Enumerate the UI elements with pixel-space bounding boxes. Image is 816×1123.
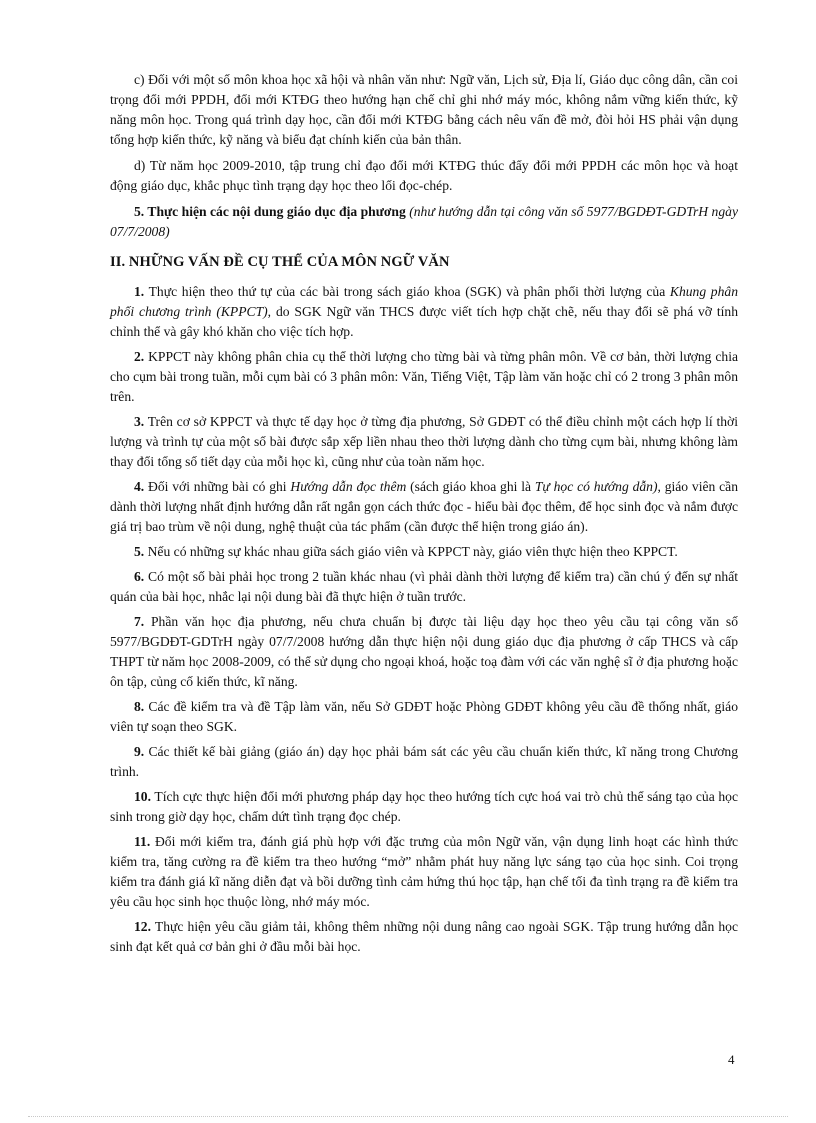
list-item: [110, 832, 738, 912]
list-item-text: KPPCT này không phân chia cụ thể thời lượng cho từng bài và từng phân môn. Về cơ bản, thời lượng chia cho cụm bài trong tuần, mỗi cụm bài có 3 phân môn: Văn, Tiếng Việt, Tập làm văn hoặc chỉ có 2 trong 3 phân môn trên.: [110, 349, 739, 404]
item-5-reference: (như hướng dẫn tại công văn số 5977/BGDĐT-GDTrH ngày 07/7/2008): [110, 204, 738, 239]
list-item-number: 4.: [134, 479, 145, 494]
section-title: II. NHỮNG VẤN ĐỀ CỤ THỂ CỦA MÔN NGỮ VĂN: [110, 254, 450, 270]
list-item-number: 9.: [134, 744, 145, 759]
list-item-number: 6.: [134, 569, 145, 584]
list-item-text: Có một số bài phải học trong 2 tuần khác nhau (vì phải dành thời lượng để kiểm tra) cần chú ý đến sự nhất quán của bài học, nhắc lại nội dung bài đã thực hiện ở tuần trước.: [110, 569, 738, 604]
list-item: [110, 347, 738, 407]
numbered-list: [110, 282, 738, 957]
list-item: [110, 787, 738, 827]
list-item-number: 7.: [134, 614, 145, 629]
list-item-text: Nếu có những sự khác nhau giữa sách giáo viên và KPPCT này, giáo viên thực hiện theo KPPCT.: [147, 544, 678, 559]
italic-phrase: Tự học có hướng dẫn): [534, 479, 658, 494]
list-item-number: 3.: [134, 414, 145, 429]
list-item: [110, 697, 738, 737]
italic-phrase: Hướng dẫn đọc thêm: [290, 479, 407, 494]
list-item-text: Đổi mới kiểm tra, đánh giá phù hợp với đặc trưng của môn Ngữ văn, vận dụng linh hoạt các hình thức kiểm tra, tăng cường ra đề kiểm tra theo hướng “mở” nhằm phát huy năng lực sáng tạo của học sinh. Coi trọng kiểm tra đánh giá kĩ năng diễn đạt và bồi dưỡng tình cảm hứng thú học tập, hạn chế tối đa tình trạng ra đề kiểm tra yêu cầu học sinh học thuộc lòng, nhớ máy móc.: [110, 834, 738, 909]
list-item: [110, 917, 738, 957]
paragraph-c: c) Đối với một số môn khoa học xã hội và nhân văn như: Ngữ văn, Lịch sử, Địa lí, Giáo dục công dân, cần coi trọng đổi mới PPDH, đổi mới KTĐG theo hướng hạn chế chỉ ghi nhớ máy móc, không nắm vững kiến thức, kỹ năng môn học. Trong quá trình dạy học, cần đổi mới KTĐG bằng cách nêu vấn đề mở, đòi hỏi HS phải vận dụng tổng hợp kiến thức, kỹ năng và biểu đạt chính kiến của bản thân.: [110, 72, 738, 147]
list-item-text: Các đề kiểm tra và đề Tập làm văn, nếu Sở GDĐT hoặc Phòng GDĐT không yêu cầu đề thống nhất, giáo viên tự soạn theo SGK.: [110, 699, 738, 734]
list-item: [110, 567, 738, 607]
list-item: [110, 542, 738, 562]
list-item-text: Tích cực thực hiện đổi mới phương pháp dạy học theo hướng tích cực hoá vai trò chủ thể sáng tạo của học sinh trong giờ dạy học, chấm dứt tình trạng đọc chép.: [110, 789, 739, 824]
paragraph-d: d) Từ năm học 2009-2010, tập trung chỉ đạo đổi mới KTĐG thúc đẩy đổi mới PPDH các môn học và hoạt động giáo dục, khắc phục tình trạng dạy học theo lối đọc-chép.: [110, 158, 738, 193]
list-item: [110, 282, 738, 342]
item-5-heading: 5. Thực hiện các nội dung giáo dục địa phương: [134, 204, 406, 219]
list-item: [110, 412, 738, 472]
list-item-number: 1.: [134, 284, 145, 299]
list-item-number: 10.: [134, 789, 151, 804]
list-item-text: Thực hiện theo thứ tự của các bài trong sách giáo khoa (SGK) và phân phối thời lượng của: [148, 284, 670, 299]
list-item-text: Đối với những bài có ghi: [148, 479, 291, 494]
list-item-text: , giáo viên cần dành thời lượng nhất định hướng dẫn rất ngắn gọn cách thức đọc - hiểu bài đọc thêm, để học sinh đọc và nắm được giá trị bao trùm về nội dung, nghệ thuật của tác phẩm (cần được thể hiện trong giáo án).: [110, 479, 738, 534]
list-item-text: , do SGK Ngữ văn THCS được viết tích hợp chặt chẽ, nếu thay đổi sẽ phá vỡ tính chỉnh thể và gây khó khăn cho việc tích hợp.: [110, 304, 738, 339]
list-item-text: Phần văn học địa phương, nếu chưa chuẩn bị được tài liệu dạy học theo yêu cầu tại công văn số 5977/BGDĐT-GDTrH ngày 07/7/2008 hướng dẫn thực hiện nội dung giáo dục địa phương ở cấp THCS và cấp THPT từ năm học 2008-2009, có thể sử dụng cho ngoại khoá, hoặc toạ đàm với các văn nghệ sĩ ở địa phương hoặc ôn tập, củng cố kiến thức, kĩ năng.: [110, 614, 738, 689]
list-item-number: 5.: [134, 544, 145, 559]
list-item-text: Trên cơ sở KPPCT và thực tế dạy học ở từng địa phương, Sở GDĐT có thể điều chỉnh một cách hợp lí thời lượng và trình tự của một số bài được sắp xếp liền nhau theo thời lượng dành cho từng cụm bài, nhưng không làm thay đổi tổng số tiết dạy của mỗi học kì, cũng như của toàn năm học.: [110, 414, 738, 469]
list-item: [110, 742, 738, 782]
list-item-number: 12.: [134, 919, 151, 934]
list-item: [110, 477, 738, 537]
list-item-text: Thực hiện yêu cầu giảm tải, không thêm những nội dung nâng cao ngoài SGK. Tập trung hướng dẫn học sinh đạt kết quả cơ bản ghi ở đầu mỗi bài học.: [110, 919, 739, 954]
page-body: [110, 70, 738, 962]
list-item-text: (sách giáo khoa ghi là: [406, 479, 535, 494]
list-item-number: 11.: [134, 834, 151, 849]
list-item-text: Các thiết kế bài giảng (giáo án) dạy học phải bám sát các yêu cầu chuẩn kiến thức, kĩ năng trong Chương trình.: [110, 744, 738, 779]
list-item-number: 8.: [134, 699, 145, 714]
footer-divider: [28, 1116, 788, 1117]
italic-phrase: Khung phân phối chương trình (KPPCT): [110, 284, 738, 319]
page-number: 4: [728, 1052, 735, 1067]
item-5-local-education: [110, 202, 738, 242]
list-item-number: 2.: [134, 349, 145, 364]
list-item: [110, 612, 738, 692]
